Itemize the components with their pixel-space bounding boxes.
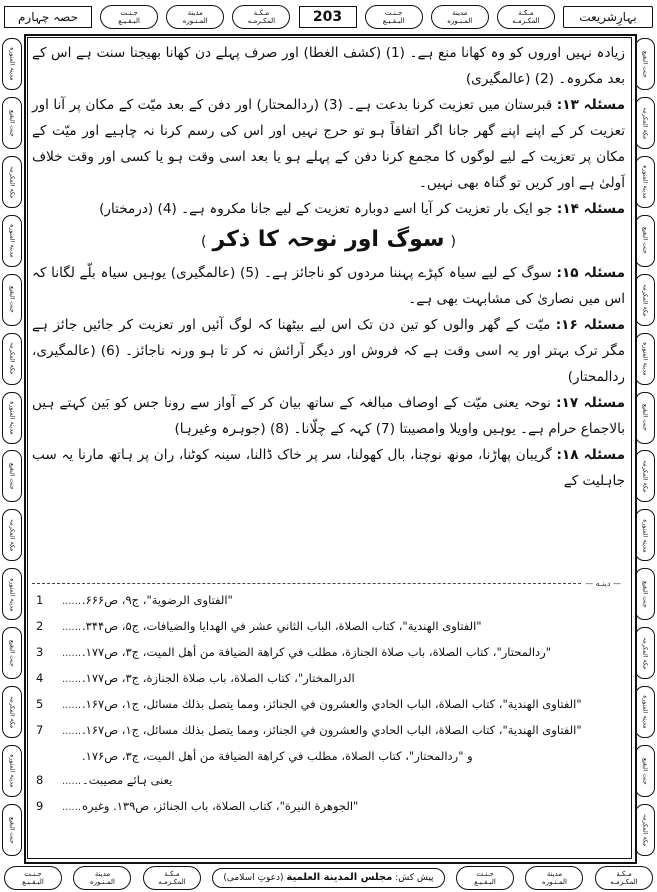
footnote: و "ردالمحتار"، كتاب الصلاة، مطلب في كراهة الضيافة من أهل الميت، ج۳، ص۱۷۶.: [82, 749, 473, 763]
page-number: 203: [299, 6, 357, 28]
masala-15: [32, 260, 625, 312]
publisher-prefix: پیش کش:: [395, 873, 434, 883]
footer-oval-makkah-1: مـكـة المكـرمـه: [595, 866, 653, 890]
masala-17: [32, 390, 625, 442]
side-oval: جنت البقیع: [2, 97, 22, 149]
side-oval: مدینۃ المنورہ: [635, 686, 655, 738]
section-heading-text: سوگ اور نوحہ کا ذکر: [212, 227, 445, 252]
side-oval: مکۃ المکرمہ: [635, 274, 655, 326]
masala-label: مسئلہ ۱۳:: [556, 97, 625, 113]
masala-text: سوگ کے لیے سیاہ کپڑے پہننا مردوں کو ناجائز ہے۔ (5) (عالمگیری) یوہیں سیاہ بلّے لگانا کہ اس میں نصاریٰ کی مشابہت بھی ہے۔: [32, 265, 625, 307]
header-oval-baqi-2: جـنـت البـقـيـع: [100, 5, 158, 29]
masala-14: [32, 196, 625, 222]
masala-label: مسئلہ ۱۶:: [555, 317, 625, 333]
side-oval: جنت البقیع: [635, 392, 655, 444]
side-oval: مکۃ المکرمہ: [2, 333, 22, 385]
side-oval: جنت البقیع: [2, 804, 22, 856]
masala-text: جو ایک بار تعزیت کر آیا اسے دوبارہ تعزیت کے لیے جانا مکروہ ہے۔ (4) (درمختار): [99, 201, 557, 217]
masala-label: مسئلہ ۱۴:: [556, 201, 625, 217]
publisher-badge: [212, 868, 444, 888]
side-oval: مکۃ المکرمہ: [2, 156, 22, 208]
footer-oval-makkah-2: مـكـة المكـرمـه: [143, 866, 201, 890]
masala-13: [32, 92, 625, 196]
masala-label: مسئلہ ۱۸:: [556, 447, 625, 463]
footnote: 7 ...... "الفتاوى الهندية"، كتاب الصلاة، الباب الحادي والعشرون في الجنائز، ومما يتصل بذلك مسائل، ج۱، ص۱۶۷.: [36, 723, 582, 737]
side-oval: مدینۃ المنورہ: [635, 333, 655, 385]
intro-paragraph: زیادہ نہیں اوروں کو وہ کھانا منع ہے۔ (1) (کشف الغطا) اور صرف پہلے دن کھانا بھیجنا سنت ہے اس کے بعد مکروہ۔ (2) (عالمگیری): [32, 45, 625, 87]
side-oval: مدینۃ المنورہ: [2, 392, 22, 444]
side-oval: مکۃ المکرمہ: [635, 97, 655, 149]
footnote: 2 ...... "الفتاوى الهندية"، كتاب الصلاة، الباب الثاني عشر في الهدايا والضيافات، ج۵، ص۳۴۴.: [36, 619, 482, 633]
side-oval: مکۃ المکرمہ: [635, 804, 655, 856]
page-header: [4, 2, 653, 32]
side-oval: مکۃ المکرمہ: [2, 686, 22, 738]
header-oval-baqi-1: جـنـت البـقـيـع: [365, 5, 423, 29]
page-footer: [4, 866, 653, 890]
side-oval: جنت البقیع: [2, 274, 22, 326]
footer-oval-madinah-1: مدينة المـنـوره: [525, 866, 583, 890]
header-oval-madinah-2: مدينة المـنـوره: [166, 5, 224, 29]
footnote: 3 ...... "ردالمحتار"، كتاب الصلاة، باب صلاة الجنازة، مطلب في كراهة الضيافة من أهل الميت، ج۳، ص۱۷۷.: [36, 645, 552, 659]
footnote: 4 ...... الدرالمختار"، كتاب الصلاة، باب صلاة الجنازة، ج۳، ص۱۷۷.: [36, 671, 355, 685]
masala-text: گریبان پھاڑنا، مونھ نوچنا، بال کھولنا، سر پر خاک ڈالنا، سینہ کوٹنا، ران پر ہاتھ مارنا یہ سب جاہلیت کے: [32, 447, 625, 489]
side-oval: جنت البقیع: [635, 215, 655, 267]
footnotes: [32, 588, 625, 820]
masala-18: [32, 442, 625, 494]
side-oval: مدینۃ المنورہ: [2, 745, 22, 797]
book-part: حصہ چہارم: [4, 6, 92, 28]
side-oval: مکۃ المکرمہ: [2, 509, 22, 561]
masala-label: مسئلہ ۱۷:: [556, 395, 625, 411]
masala-16: [32, 312, 625, 390]
footnote: 9 ...... "الجوهرة النيرة"، كتاب الصلاة، باب الجنائز، ص۱۳۹. وغيره: [36, 799, 359, 813]
side-oval: مدینۃ المنورہ: [635, 509, 655, 561]
masala-text: نوحہ یعنی میّت کے اوصاف مبالغہ کے ساتھ بیان کر کے آواز سے رونا جس کو بَین کہتے ہیں بالاجماع حرام ہے۔ یوہیں واویلا وامصیبتا (7) کہہ کے چلّانا۔ (8) (جوہرہ وغیرہا): [32, 395, 625, 437]
footnote: 1 ...... "الفتاوى الرضوية"، ج۹، ص۶۶۶.: [36, 593, 233, 607]
left-side-ornaments: [2, 38, 22, 856]
side-oval: جنت البقیع: [2, 627, 22, 679]
header-oval-makkah-1: مـكـة المكـرمـه: [497, 5, 555, 29]
side-oval: مکۃ المکرمہ: [635, 450, 655, 502]
divider-mark: — دينـه —: [585, 578, 621, 588]
side-oval: جنت البقیع: [635, 38, 655, 90]
footer-oval-baqi-2: جـنـت البـقـيـع: [4, 866, 62, 890]
footnote: 8 ...... یعنی ہائے مصیبت۔: [36, 773, 173, 787]
footer-oval-madinah-2: مدينة المـنـوره: [73, 866, 131, 890]
side-oval: جنت البقیع: [635, 745, 655, 797]
side-oval: جنت البقیع: [2, 450, 22, 502]
header-oval-madinah-1: مدينة المـنـوره: [431, 5, 489, 29]
side-oval: مکۃ المکرمہ: [635, 627, 655, 679]
side-oval: مدینۃ المنورہ: [2, 568, 22, 620]
masala-text: قبرستان میں تعزیت کرنا بدعت ہے۔ (3) (ردالمحتار) اور دفن کے بعد میّت کے مکان پر آنا اور تعزیت کر کے اپنے اپنے گھر جانا اگر اتفاقاً ہو تو حرج نہیں اور اس کی رسم کرنا نہ چاہیے اور میّت کے مکان پر تعزیت کے لیے لوگوں کا مجمع کرنا دفن کے پہلے ہو یا بعد اسی وقت ہو یا کسی اور وقت خلاف اَولیٰ ہے اور کریں تو گناہ بھی نہیں۔: [32, 97, 625, 191]
section-heading: (سوگ اور نوحہ کا ذکر): [200, 227, 457, 252]
footer-oval-baqi-1: جـنـت البـقـيـع: [456, 866, 514, 890]
publisher-name: مجلس المدينة العلمية: [286, 872, 393, 883]
side-oval: مدینۃ المنورہ: [2, 38, 22, 90]
header-oval-makkah-2: مـكـة المكـرمـه: [232, 5, 290, 29]
footnote: 5 ...... "الفتاوى الهندية"، كتاب الصلاة، الباب الحادي والعشرون في الجنائز، ومما يتصل بذلك مسائل، ج۱، ص۱۶۷.: [36, 697, 582, 711]
side-oval: مدینۃ المنورہ: [635, 156, 655, 208]
side-oval: مدینۃ المنورہ: [2, 215, 22, 267]
masala-text: میّت کے گھر والوں کو تین دن تک اس لیے بیٹھنا کہ لوگ آئیں اور تعزیت کر جائیں جائز ہے مگر ترک بہتر اور یہ اسی وقت ہے کہ فروش اور دیگر آرائش نہ کر تا ہو ورنہ ناجائز۔ (6) (عالمگیری، ردالمحتار): [32, 317, 626, 385]
side-oval: جنت البقیع: [635, 568, 655, 620]
masala-label: مسئلہ ۱۵:: [556, 265, 626, 281]
right-side-ornaments: [635, 38, 655, 856]
footnote-divider: [32, 578, 625, 588]
main-text: [32, 40, 625, 494]
publisher-suffix: (دعوتِ اسلامی): [223, 873, 284, 883]
book-title: بہارِشریعت: [563, 6, 653, 28]
